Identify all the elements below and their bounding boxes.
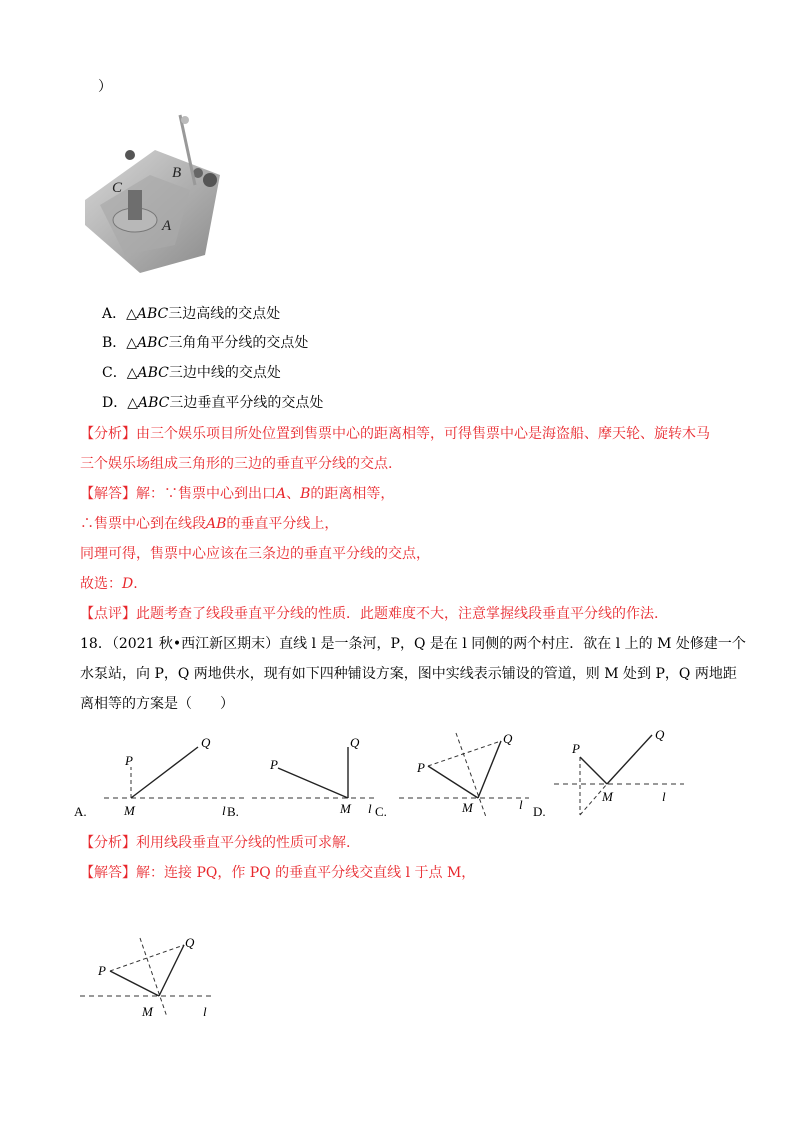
option-c-abc: ABC (137, 365, 169, 381)
solution-figure-label-p: P (98, 963, 106, 978)
solution-17-l1b: 的距离相等， (310, 486, 395, 502)
top-paren: ） (98, 79, 112, 95)
figure-c (375, 731, 529, 819)
comment-17 (80, 604, 658, 624)
option-c (102, 363, 281, 383)
figure-c-label-l: l (519, 797, 523, 812)
figure-a-label-l: l (222, 803, 226, 818)
option-b (102, 333, 308, 353)
analysis-17-line-2: 三个娱乐场组成三角形的三边的垂直平分线的交点. (80, 456, 393, 472)
solution-17-tag: 【解答】 (80, 486, 136, 502)
photo-tower (128, 190, 142, 220)
figure-d (533, 727, 684, 819)
solution-17-point-b: B (300, 486, 311, 502)
photo-ride-top (181, 116, 189, 124)
question-18-line-3: 离相等的方案是（ ） (80, 696, 234, 712)
solution-17-l2b: 的垂直平分线上， (226, 516, 339, 532)
figure-a-option: A. (74, 804, 87, 819)
option-b-prefix: B．△ (102, 335, 138, 351)
figure-c-segment-pq (428, 741, 501, 766)
figure-b-label-m: M (340, 801, 351, 816)
figure-c-label-q: Q (503, 731, 513, 746)
analysis-18-text: 利用线段垂直平分线的性质可求解. (136, 835, 351, 851)
solution-18-text: 解：连接 PQ，作 PQ 的垂直平分线交直线 l 于点 M， (136, 865, 476, 881)
comment-17-tag: 【点评】 (80, 606, 136, 622)
option-d-abc: ABC (138, 395, 170, 411)
solution-17-line-1 (80, 484, 394, 504)
figure-c-pipe-pm (428, 766, 478, 798)
analysis-18-tag: 【分析】 (80, 835, 136, 851)
option-b-abc: ABC (137, 335, 169, 351)
solution-figure-pipe-pm (110, 971, 159, 996)
solution-17-segment-ab: AB (206, 516, 227, 532)
option-c-text: 三边中线的交点处 (168, 365, 281, 381)
figure-a-label-p: P (125, 753, 133, 768)
solution-17-l2a: ∴售票中心到在线段 (80, 516, 206, 532)
option-a-prefix: A．△ (102, 306, 137, 322)
comment-17-text: 此题考查了线段垂直平分线的性质．此题难度不大，注意掌握线段垂直平分线的作法. (136, 606, 659, 622)
option-a-abc: ABC (136, 306, 169, 322)
figure-b (227, 735, 374, 819)
solution-17-l4b: . (133, 576, 138, 592)
solution-17-answer: D (122, 576, 134, 592)
figure-d-label-l: l (662, 789, 666, 804)
photo-tree-2 (203, 173, 217, 187)
solution-17-l4a: 故选： (80, 576, 122, 592)
figure-d-option: D. (533, 804, 546, 819)
solution-figure-label-l: l (203, 1004, 207, 1019)
solution-17-line-2 (80, 514, 338, 534)
question-18-line-2: 水泵站，向 P，Q 两地供水，现有如下四种铺设方案，图中实线表示铺设的管道，则 M 处到 P，Q 两地距 (80, 666, 737, 682)
solution-18-figure (78, 935, 228, 1025)
photo-label-C: C (112, 180, 123, 196)
figure-d-pipe-qm (607, 735, 652, 784)
analysis-17-line-1 (80, 424, 710, 444)
figure-c-option: C. (375, 804, 387, 819)
question-18-line-1: 18．（2021 秋•西江新区期末）直线 l 是一条河，P，Q 是在 l 同侧的两个村庄．欲在 l 上的 M 处修建一个 (80, 636, 746, 652)
photo-tree-1 (125, 150, 135, 160)
solution-18-tag: 【解答】 (80, 865, 136, 881)
figure-b-pipe-pm (278, 768, 348, 798)
figure-b-label-p: P (270, 757, 278, 772)
solution-17-line-3: 同理可得，售票中心应该在三条边的垂直平分线的交点， (80, 546, 430, 562)
figure-a (74, 735, 244, 819)
figure-c-label-p: P (417, 760, 425, 775)
figure-b-label-q: Q (350, 735, 360, 750)
option-b-text: 三角角平分线的交点处 (168, 335, 309, 351)
figure-d-label-p: P (572, 741, 580, 756)
option-d-prefix: D．△ (102, 395, 138, 411)
figure-a-label-q: Q (201, 735, 211, 750)
solution-17-line-4 (80, 574, 138, 594)
solution-18 (80, 863, 475, 883)
analysis-17-text-1: 由三个娱乐项目所处位置到售票中心的距离相等，可得售票中心是海盗船、摩天轮、旋转木马 (136, 426, 710, 442)
solution-17-sep: 、 (286, 486, 301, 502)
photo-label-A: A (162, 218, 172, 234)
solution-figure-pipe-qm (159, 945, 184, 996)
figure-d-pipe-pm (580, 757, 607, 784)
solution-17-l1a: 解：∵售票中心到出口 (136, 486, 276, 502)
photo-label-B: B (172, 165, 182, 181)
figure-c-label-m: M (462, 800, 473, 815)
solution-figure-label-q: Q (185, 935, 195, 950)
solution-figure-label-m: M (142, 1004, 153, 1019)
figure-d-label-q: Q (655, 727, 665, 742)
figure-b-option: B. (227, 804, 239, 819)
analysis-17-tag: 【分析】 (80, 426, 136, 442)
figure-a-label-m: M (124, 803, 135, 818)
option-d (102, 393, 323, 413)
amusement-park-photo (80, 105, 230, 280)
option-d-text: 三边垂直平分线的交点处 (169, 395, 324, 411)
solution-17-point-a: A (276, 486, 287, 502)
option-c-prefix: C．△ (102, 365, 138, 381)
figure-d-label-m: M (602, 789, 613, 804)
question-18-figures (74, 725, 694, 825)
figure-c-pipe-qm (478, 741, 501, 798)
figure-b-label-l: l (368, 801, 372, 816)
option-a-text: 三边高线的交点处 (168, 306, 281, 322)
option-a (102, 304, 280, 324)
figure-a-pipe-mq (131, 747, 198, 798)
analysis-18 (80, 833, 350, 853)
